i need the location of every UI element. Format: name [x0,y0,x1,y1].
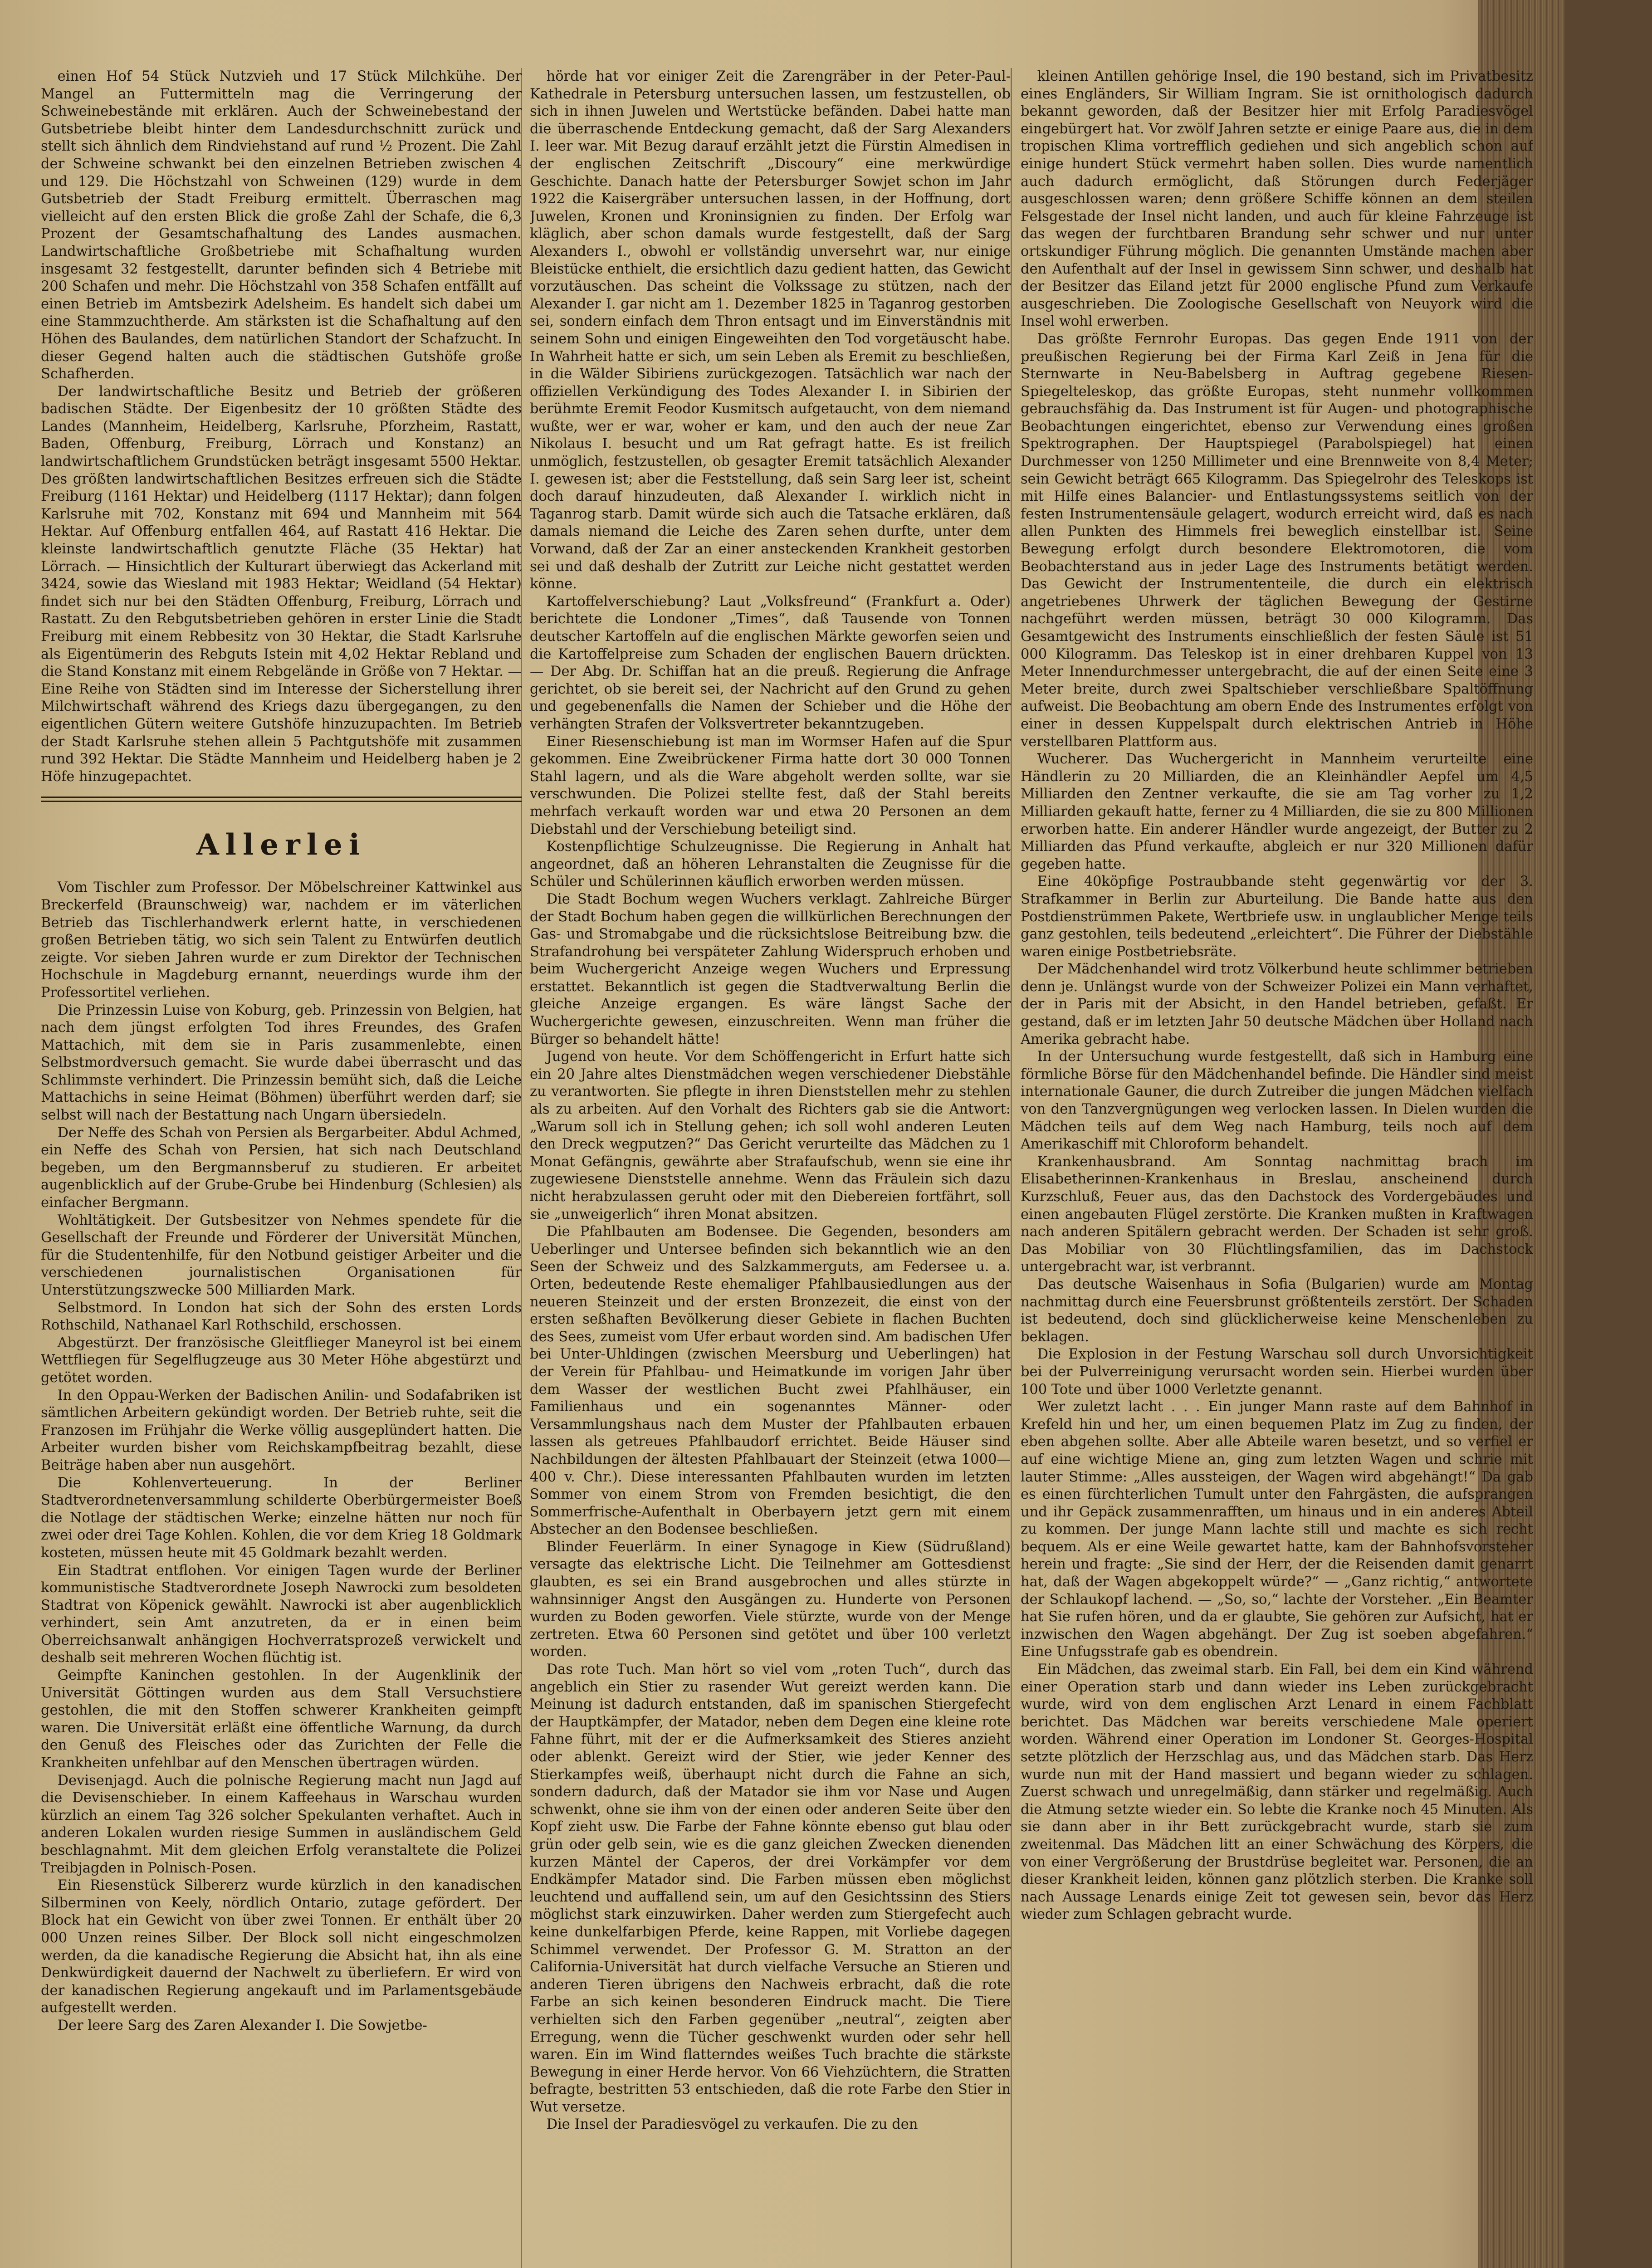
article: Abgestürzt. Der französische Gleitflieger Maneyrol ist bei einem Wettfliegen für Segelflugzeuge aus 30 Meter Höhe abgestürzt und getötet worden. [41,1334,522,1386]
column-2 [530,68,1011,2268]
article: Das rote Tuch. Man hört so viel vom „roten Tuch“, durch das angeblich ein Stier zu rasender Wut gereizt werden kann. Die Meinung ist dadurch entstanden, daß im spanischen Stiergefecht der Hauptkämpfer, der Matador, neben dem Degen eine kleine rote Fahne führt, mit der er die Aufmerksamkeit des Stieres anzieht oder ablenkt. Gereizt wird der Stier, wie jeder Kenner des Stierkampfes weiß, überhaupt nicht durch die Fahne an sich, sondern dadurch, daß der Matador sie ihm vor Nase und Augen schwenkt, ohne sie ihm von der einen oder anderen Seite über den Kopf zieht usw. Die Farbe der Fahne könnte ebenso gut blau oder grün oder gelb sein, wie es die ganz gleichen Zwecken dienenden kurzen Mäntel der Caperos, der drei Vorkämpfer vor dem Endkämpfer Matador sind. Die Farben müssen eben möglichst leuchtend und auffallend sein, um auf den Gesichtssinn des Stiers möglichst stark einzuwirken. Daher werden zum Stiergefecht auch keine dunkelfarbigen Pferde, keine Rappen, mit Vorliebe dagegen Schimmel verwendet. Der Professor G. M. Stratton an der California-Universität hat durch vielfache Versuche an Stieren und anderen Tieren übrigens den Nachweis erbracht, daß die rote Farbe an sich keinen besonderen Eindruck macht. Die Tiere verhielten sich den Farben gegenüber „neutral“, zeigten aber Erregung, wenn die Tücher geschwenkt wurden oder sehr hell waren. Ein im Wind flatterndes weißes Tuch brachte die stärkste Bewegung in einer Herde hervor. Von 66 Viehzüchtern, die Stratten befragte, bestritten 53 entschieden, daß die rote Farbe den Stier in Wut versetze. [530,1662,1011,2115]
article: Jugend von heute. Vor dem Schöffengericht in Erfurt hatte sich ein 20 Jahre altes Dienstmädchen wegen verschiedener Diebstähle zu verantworten. Sie pflegte in ihren Dienststellen mehr zu stehlen als zu arbeiten. Auf den Vorhalt des Richters gab sie die Antwort: „Warum soll ich in Stellung gehen; ich soll wohl anderen Leuten den Dreck wegputzen?“ Das Gericht verurteilte das Mädchen zu 1 Monat Gefängnis, gewährte aber Strafaufschub, wenn sie eine ihr zugewiesene Dienststelle annehme. Wenn das Fräulein sich dazu nicht herabzulassen geruht oder mit den Diebereien fortfährt, soll sie „unweigerlich“ ihren Monat absitzen. [530,1049,1011,1222]
article: Selbstmord. In London hat sich der Sohn des ersten Lords Rothschild, Nathanael Karl Rothschild, erschossen. [41,1300,522,1334]
column-rule [1011,68,1012,2268]
article: Das größte Fernrohr Europas. Das gegen Ende 1911 von der preußischen Regierung bei der Firma Karl Zeiß in Jena für die Sternwarte in Neu-Babelsberg in Auftrag gegebene Riesen-Spiegelteleskop, das größte Europas, steht nunmehr vollkommen gebrauchsfähig da. Das Instrument ist für Augen- und photographische Beobachtungen eingerichtet, ebenso zur Verwendung eines großen Spektrographen. Der Hauptspiegel (Parabolspiegel) hat einen Durchmesser von 1250 Millimeter und eine Brennweite von 8,4 Meter; sein Gewicht beträgt 665 Kilogramm. Das Spiegelrohr des Teleskops ist mit Hilfe eines Balancier- und Entlastungssystems seitlich von der festen Instrumentensäule gelagert, wodurch erreicht wird, daß es nach allen Punkten des Himmels frei beweglich einstellbar ist. Seine Bewegung erfolgt durch besondere Elektromotoren, die vom Beobachterstand aus in jeder Lage des Instruments betätigt werden. Das Gewicht der Instrumententeile, die durch ein elektrisch angetriebenes Uhrwerk der täglichen Bewegung der Gestirne nachgeführt werden müssen, beträgt 30 000 Kilogramm. Das Gesamtgewicht des Instruments einschließlich der festen Säule ist 51 000 Kilogramm. Das Teleskop ist in einer drehbaren Kuppel von 13 Meter Innendurchmesser untergebracht, die auf der einen Seite eine 3 Meter breite, durch zwei Spaltschieber verschließbare Spaltöffnung aufweist. Die Beobachtung am obern Ende des Instrumentes erfolgt von einer in dessen Kuppelspalt durch elektrischen Antrieb in Höhe verstellbaren Plattform aus. [1021,331,1533,750]
article: Die Kohlenverteuerung. In der Berliner Stadtverordnetenversammlung schilderte Oberbürgermeister Boeß die Notlage der städtischen Werke; einzelne hätten nur noch für zwei oder drei Tage Kohlen. Kohlen, die vor dem Krieg 18 Goldmark kosteten, müssen heute mit 45 Goldmark bezahlt werden. [41,1475,522,1561]
article: Krankenhausbrand. Am Sonntag nachmittag brach im Elisabetherinnen-Krankenhaus in Breslau, anscheinend durch Kurzschluß, Feuer aus, das den Dachstock des Vordergebäudes und einen angebauten Flügel zerstörte. Die Kranken mußten in Kraftwagen nach anderen Spitälern gebracht werden. Der Schaden ist sehr groß. Das Mobiliar von 30 Flüchtlingsfamilien, das im Dachstock untergebracht war, ist verbrannt. [1021,1154,1533,1275]
article: In der Untersuchung wurde festgestellt, daß sich in Hamburg eine förmliche Börse für den Mädchenhandel befinde. Die Händler sind meist internationale Gauner, die durch Zutreiber die jungen Mädchen vielfach von den Tanzvergnügungen weg verlocken lassen. In Dielen wurden die Mädchen teils auf dem Weg nach Hamburg, teils noch auf dem Amerikaschiff mit Chloroform behandelt. [1021,1049,1533,1153]
article: hörde hat vor einiger Zeit die Zarengräber in der Peter-Paul-Kathedrale in Petersburg untersuchen lassen, um festzustellen, ob sich in ihnen Juwelen und Wertstücke befänden. Dabei hatte man die überraschende Entdeckung gemacht, daß der Sarg Alexanders I. leer war. Mit Bezug darauf erzählt jetzt die Fürstin Almedisen in der englischen Zeitschrift „Discoury“ eine merkwürdige Geschichte. Danach hatte der Petersburger Sowjet schon im Jahr 1922 die Kaisergräber untersuchen lassen, in der Hoffnung, dort Juwelen, Kronen und Kroninsignien zu finden. Der Erfolg war kläglich, aber schon damals wurde festgestellt, daß der Sarg Alexanders I., obwohl er vollständig unversehrt war, nur einige Bleistücke enthielt, die ersichtlich dazu gedient hatten, das Gewicht vorzutäuschen. Das scheint die Volkssage zu stützen, nach der Alexander I. gar nicht am 1. Dezember 1825 in Taganrog gestorben sei, sondern einfach dem Thron entsagt und im Einverständnis mit seinem Sohn und einigen Eingeweihten den Tod vorgetäuscht habe. In Wahrheit hatte er sich, um sein Leben als Eremit zu beschließen, in die Wälder Sibiriens zurückgezogen. Tatsächlich war nach der offiziellen Verkündigung des Todes Alexander I. in Sibirien der berühmte Eremit Feodor Kusmitsch aufgetaucht, von dem niemand wußte, wer er war, woher er kam, und den auch der neue Zar Nikolaus I. besucht und um Rat gefragt hatte. Es ist freilich unmöglich, festzustellen, ob gesagter Eremit tatsächlich Alexander I. gewesen ist; aber die Feststellung, daß sein Sarg leer ist, scheint doch darauf hinzudeuten, daß Alexander I. wirklich nicht in Taganrog starb. Damit würde sich auch die Tatsache erklären, daß damals niemand die Leiche des Zaren sehen durfte, unter dem Vorwand, daß der Zar an einer ansteckenden Krankheit gestorben sei und daß deshalb der Zutritt zur Leiche nicht gestattet werden könne. [530,68,1011,592]
article: Ein Stadtrat entflohen. Vor einigen Tagen wurde der Berliner kommunistische Stadtverordnete Joseph Nawrocki zum besoldeten Stadtrat von Köpenick gewählt. Nawrocki ist aber augenblicklich verhindert, sein Amt anzutreten, da er in einen beim Oberreichsanwalt anhängigen Hochverratsprozeß verwickelt und deshalb seit mehreren Wochen flüchtig ist. [41,1562,522,1666]
article: Kostenpflichtige Schulzeugnisse. Die Regierung in Anhalt hat angeordnet, daß an höheren Lehranstalten die Zeugnisse für die Schüler und Schülerinnen käuflich erworben werden müssen. [530,839,1011,890]
article: Devisenjagd. Auch die polnische Regierung macht nun Jagd auf die Devisenschieber. In einem Kaffeehaus in Warschau wurden kürzlich an einem Tag 326 solcher Spekulanten verhaftet. Auch in anderen Lokalen wurden riesige Summen in ausländischem Geld beschlagnahmt. Mit dem gleichen Erfolg veranstaltete die Polizei Treibjagden in Polnisch-Posen. [41,1772,522,1876]
article: Der landwirtschaftliche Besitz und Betrieb der größeren badischen Städte. Der Eigenbesitz der 10 größten Städte des Landes (Mannheim, Heidelberg, Karlsruhe, Pforzheim, Rastatt, Baden, Offenburg, Freiburg, Lörrach und Konstanz) an landwirtschaftlichem Grundstücken beträgt insgesamt 5500 Hektar. Des größten landwirtschaftlichen Besitzes erfreuen sich die Städte Freiburg (1161 Hektar) und Heidelberg (1117 Hektar); dann folgen Karlsruhe mit 702, Konstanz mit 694 und Mannheim mit 564 Hektar. Auf Offenburg entfallen 464, auf Rastatt 416 Hektar. Die kleinste landwirtschaftlich genutzte Fläche (35 Hektar) hat Lörrach. — Hinsichtlich der Kulturart überwiegt das Ackerland mit 3424, sowie das Wiesland mit 1983 Hektar; Weidland (54 Hektar) findet sich nur bei den Städten Offenburg, Freiburg, Lörrach und Rastatt. Zu den Rebgutsbetrieben gehören in erster Linie die Stadt Freiburg mit einem Rebbesitz von 30 Hektar, die Stadt Karlsruhe als Eigentümerin des Rebguts Istein mit 4,02 Hektar Rebland und die Stand Konstanz mit einem Rebgelände in Größe von 7 Hektar. — Eine Reihe von Städten sind im Interesse der Sicherstellung ihrer Milchwirtschaft während des Kriegs dazu übergegangen, zu den eigentlichen Gütern weitere Gutshöfe hinzuzupachten. Im Betrieb der Stadt Karlsruhe stehen allein 5 Pachtgutshöfe mit zusammen rund 392 Hektar. Die Städte Mannheim und Heidelberg haben je 2 Höfe hinzugepachtet. [41,383,522,785]
column-1 [41,68,522,2268]
article: Der Neffe des Schah von Persien als Bergarbeiter. Abdul Achmed, ein Neffe des Schah von Persien, hat sich nach Deutschland begeben, um den Bergmannsberuf zu studieren. Er arbeitet augenblicklich auf der Grube-Grube bei Hindenburg (Schlesien) als einfacher Bergmann. [41,1124,522,1211]
article: Die Explosion in der Festung Warschau soll durch Unvorsichtigkeit bei der Pulverreinigung verursacht worden sein. Hierbei wurden über 100 Tote und über 1000 Verletzte genannt. [1021,1346,1533,1398]
article: Wohltätigkeit. Der Gutsbesitzer von Nehmes spendete für die Gesellschaft der Freunde und Förderer der Universität München, für die Studentenhilfe, für den Notbund geistiger Arbeiter und die verschiedenen journalistischen Organisationen für Unterstützungszwecke 500 Milliarden Mark. [41,1212,522,1298]
article: In den Oppau-Werken der Badischen Anilin- und Sodafabriken ist sämtlichen Arbeitern gekündigt worden. Der Betrieb ruhte, seit die Franzosen im Frühjahr die Werke völlig ausgeplündert hatten. Die Arbeiter wurden bisher vom Reichskampfbeitrag bezahlt, diese Beiträge haben aber nun ausgehört. [41,1387,522,1473]
article: einen Hof 54 Stück Nutzvieh und 17 Stück Milchkühe. Der Mangel an Futtermitteln mag die Verringerung der Schweinebestände mit erklären. Auch der Schweinebestand der Gutsbetriebe bleibt hinter dem Landesdurchschnitt zurück und stellt sich ähnlich dem Rindviehstand auf rund ½ Prozent. Die Zahl der Schweine schwankt bei den einzelnen Betrieben zwischen 4 und 129. Die Höchstzahl von Schweinen (129) wurde in dem Gutsbetrieb der Stadt Freiburg ermittelt. Überraschen mag vielleicht auf den ersten Blick die große Zahl der Schafe, die 6,3 Prozent der Gesamtschafhaltung des Landes ausmachen. Landwirtschaftliche Großbetriebe mit Schafhaltung wurden insgesamt 32 festgestellt, darunter befinden sich 4 Betriebe mit 200 Schafen und mehr. Die Höchstzahl von 358 Schafen entfällt auf einen Betrieb im Amtsbezirk Adelsheim. Es handelt sich dabei um eine Stammzuchtherde. Am stärksten ist die Schafhaltung auf den Höhen des Baulandes, dem natürlichen Standort der Schafzucht. In dieser Gegend halten auch die städtischen Gutshöfe große Schafherden. [41,68,522,382]
article: Geimpfte Kaninchen gestohlen. In der Augenklinik der Universität Göttingen wurden aus dem Stall Versuchstiere gestohlen, die mit den Stoffen schwerer Krankheiten geimpft waren. Die Universität erläßt eine öffentliche Warnung, da durch den Genuß des Fleisches oder das Zurichten der Felle die Krankheiten unfehlbar auf den Menschen übertragen würden. [41,1667,522,1771]
column-3 [1021,68,1533,2268]
article: Die Insel der Paradiesvögel zu verkaufen. Die zu den [546,2116,918,2133]
article: Vom Tischler zum Professor. Der Möbelschreiner Kattwinkel aus Breckerfeld (Braunschweig) war, nachdem er im väterlichen Betrieb das Tischlerhandwerk erlernt hatte, in verschiedenen großen Betrieben tätig, wo sich sein Talent zu Entwürfen deutlich zeigte. Vor sieben Jahren wurde er zum Direktor der Technischen Hochschule in Magdeburg ernannt, neuerdings wurde ihm der Professortitel verliehen. [41,880,522,1001]
article: Blinder Feuerlärm. In einer Synagoge in Kiew (Südrußland) versagte das elektrische Licht. Die Teilnehmer am Gottesdienst glaubten, es sei ein Brand ausgebrochen und alles stürzte in wahnsinniger Angst den Ausgängen zu. Hunderte von Personen wurden zu Boden geworfen. Viele stürzte, wurde von der Menge zertreten. Etwa 60 Personen sind getötet und über 100 verletzt worden. [530,1539,1011,1660]
article: Der Mädchenhandel wird trotz Völkerbund heute schlimmer betrieben denn je. Unlängst wurde von der Schweizer Polizei ein Mann verhaftet, der in Paris mit der Absicht, in den Handel betrieben, gefaßt. Er gestand, daß er im letzten Jahr 50 deutsche Mädchen über Holland nach Amerika gebracht habe. [1021,961,1533,1047]
article: Der leere Sarg des Zaren Alexander I. Die Sowjetbe- [57,2017,427,2033]
article: Ein Mädchen, das zweimal starb. Ein Fall, bei dem ein Kind während einer Operation starb und dann wieder ins Leben zurückgebracht wurde, wird von dem englischen Arzt Lenard in einem Fachblatt berichtet. Das Mädchen war bereits verschiedene Male operiert worden. Während einer Operation im Londoner St. Georges-Hospital setzte plötzlich der Herzschlag aus, und das Mädchen starb. Das Herz wurde nun mit der Hand massiert und begann wieder zu schlagen. Zuerst schwach und unregelmäßig, dann stärker und regelmäßig. Auch die Atmung setzte wieder ein. So lebte die Kranke noch 45 Minuten. Als sie dann aber in ihr Bett zurückgebracht wurde, starb sie zum zweitenmal. Das Mädchen litt an einer Schwächung des Körpers, die von einer Vergrößerung der Brustdrüse begleitet war. Personen, die an dieser Krankheit leiden, können ganz plötzlich sterben. Die Kranke soll nach Aussage Lenards einige Zeit tot gewesen sein, bevor das Herz wieder zum Schlagen gebracht wurde. [1021,1662,1533,1923]
article: Ein Riesenstück Silbererz wurde kürzlich in den kanadischen Silberminen von Keely, nördlich Ontario, zutage gefördert. Der Block hat ein Gewicht von über zwei Tonnen. Er enthält über 20 000 Unzen reines Silber. Der Block soll nicht eingeschmolzen werden, da die kanadische Regierung die Absicht hat, ihn als eine Denkwürdigkeit dauernd der Nachwelt zu überliefern. Er wird von der kanadischen Regierung angekauft und im Parlamentsgebäude aufgestellt werden. [41,1877,522,2016]
article: Eine 40köpfige Postraubbande steht gegenwärtig vor der 3. Strafkammer in Berlin zur Aburteilung. Die Bande hatte aus den Postdienstrümmen Pakete, Wertbriefe usw. in unglaublicher Menge teils ganz gestohlen, teils bedeutend „erleichtert“. Die Führer der Diebstähle waren einige Postbetriebsräte. [1021,874,1533,960]
article: Die Stadt Bochum wegen Wuchers verklagt. Zahlreiche Bürger der Stadt Bochum haben gegen die willkürlichen Berechnungen der Gas- und Stromabgabe und die rücksichtslose Beitreibung bzw. die Strafandrohung bei verspäteter Zahlung Widerspruch erhoben und beim Wuchergericht Anzeige wegen Wuchers und Erpressung erstattet. Bekanntlich ist gegen die Stadtverwaltung Berlin die gleiche Anzeige ergangen. Es wäre längst Sache der Wuchergerichte gewesen, einzuschreiten. Wenn man früher die Bürger so behandelt hätte! [530,891,1011,1047]
article: Die Prinzessin Luise von Koburg, geb. Prinzessin von Belgien, hat nach dem jüngst erfolgten Tod ihres Freundes, des Grafen Mattachich, mit dem sie in Paris zusammenlebte, einen Selbstmordversuch gemacht. Sie wurde dabei überrascht und das Schlimmste verhindert. Die Prinzessin bemüht sich, daß die Leiche Mattachichs in seine Heimat (Böhmen) überführt werden darf; sie selbst will nach der Bestattung nach Ungarn übersiedeln. [41,1002,522,1124]
section-heading: Allerlei [196,828,367,862]
article: Einer Riesenschiebung ist man im Wormser Hafen auf die Spur gekommen. Eine Zweibrückener Firma hatte dort 30 000 Tonnen Stahl lagern, und als die Ware abgeholt werden sollte, war sie verschwunden. Die Polizei stellte fest, daß der Stahl bereits mehrfach verkauft worden war und etwa 20 Personen an dem Diebstahl und der Verschiebung beteiligt sind. [530,733,1011,837]
article: Wucherer. Das Wuchergericht in Mannheim verurteilte eine Händlerin zu 20 Milliarden, die an Kleinhändler Aepfel um 4,5 Milliarden den Zentner verkaufte, die sie am Tag vorher zu 1,2 Milliarden gekauft hatte, ferner zu 4 Milliarden, die sie zu 800 Millionen erworben hatte. Ein anderer Händler wurde angezeigt, der Butter zu 2 Milliarden das Pfund verkaufte, abgleich er nur 320 Millionen dafür gegeben hatte. [1021,751,1533,872]
article: Kartoffelverschiebung? Laut „Volksfreund“ (Frankfurt a. Oder) berichtete die Londoner „Times“, daß Tausende von Tonnen deutscher Kartoffeln auf die englischen Märkte geworfen seien und die Kartoffelpreise zum Schaden der englischen Bauern drückten. — Der Abg. Dr. Schiffan hat an die preuß. Regierung die Anfrage gerichtet, ob sie bereit sei, der Nachricht auf den Grund zu gehen und gegebenenfalls die Namen der Schieber und die Höhe der verhängten Strafen der Volksvertreter bekanntzugeben. [530,593,1011,732]
article: Wer zuletzt lacht . . . Ein junger Mann raste auf dem Bahnhof in Krefeld hin und her, um einen bequemen Platz im Zug zu finden, der eben abgehen sollte. Aber alle Abteile waren besetzt, und so verfiel er auf eine wichtige Miene an, ging zum letzten Wagen und schrie mit lauter Stimme: „Alles aussteigen, der Wagen wird abgehängt!“ Da gab es einen fürchterlichen Tumult unter den Fahrgästen, die aufsprangen und ihr Gepäck zusammenrafften, um hinaus und in ein anderes Abteil zu kommen. Der junge Mann lachte still und machte es sich recht bequem. Als er eine Weile gewartet hatte, kam der Bahnhofsvorsteher herein und fragte: „Sie sind der Herr, der die Reisenden damit genarrt hat, daß der Wagen abgekoppelt würde?“ — „Ganz richtig,“ antwortete der Schlaukopf lachend. — „So, so,“ lachte der Vorsteher. „Ein Beamter hat Sie rufen hören, und da er glaubte, Sie gehören zur Aufsicht, hat er inzwischen den Wagen abgehängt. Der Zug ist soeben abgefahren.“ Eine Unfugsstrafe gab es obendrein. [1021,1399,1533,1660]
section-divider [41,797,522,802]
article: Das deutsche Waisenhaus in Sofia (Bulgarien) wurde am Montag nachmittag durch eine Feuersbrunst größtenteils zerstört. Der Schaden ist bedeutend, doch sind glücklicherweise keine Menschenleben zu beklagen. [1021,1276,1533,1345]
article: Die Pfahlbauten am Bodensee. Die Gegenden, besonders am Ueberlinger und Untersee befinden sich bekanntlich wie an den Seen der Schweiz und des Salzkammerguts, am Federsee u. a. Orten, bedeutende Reste ehemaliger Pfahlbausiedlungen aus der neueren Steinzeit und der ersten Bronzezeit, die einst von der ersten seßhaften Bevölkerung dieser Gebiete in flachen Buchten des Sees, zumeist vom Ufer erbaut worden sind. Am badischen Ufer bei Unter-Uhldingen (zwischen Meersburg und Ueberlingen) hat der Verein für Pfahlbau- und Heimatkunde im vorigen Jahr über dem Wasser der westlichen Bucht zwei Pfahlhäuser, ein Familienhaus und ein sogenanntes Männer- oder Versammlungshaus nach dem Muster der Pfahlbauten erbauen lassen als getreues Pfahlbaudorf errichtet. Beide Häuser sind Nachbildungen der ältesten Pfahlbauart der Steinzeit (etwa 1000—400 v. Chr.). Diese interessanten Pfahlbauten wurden im letzten Sommer von einem Strom von Fremden besichtigt, die den Sommerfrische-Aufenthalt in Oberbayern jetzt gern mit einem Abstecher an den Bodensee beschließen. [530,1224,1011,1538]
article: kleinen Antillen gehörige Insel, die 190 bestand, sich im Privatbesitz eines Engländers, Sir William Ingram. Sie ist ornithologisch dadurch bekannt geworden, daß der Besitzer hier mit Erfolg Paradiesvögel eingebürgert hat. Vor zwölf Jahren setzte er einige Paare aus, die in dem tropischen Klima vortrefflich gediehen und sich angeblich schon auf einige hundert Stück vermehrt haben sollen. Dies wurde namentlich auch dadurch ermöglicht, daß Störungen durch Federjäger ausgeschlossen waren; denn größere Schiffe können an dem steilen Felsgestade der Insel nicht landen, und auch für kleine Fahrzeuge ist das wegen der furchtbaren Brandung sehr schwer und nur unter ortskundiger Führung möglich. Die genannten Umstände machen aber den Aufenthalt auf der Insel in gewissem Sinn schwer, und deshalb hat der Besitzer das Eiland jetzt für 2000 englische Pfund zum Verkaufe ausgeschrieben. Die Zoologische Gesellschaft von Neuyork wird die Insel wohl erwerben. [1021,68,1533,330]
